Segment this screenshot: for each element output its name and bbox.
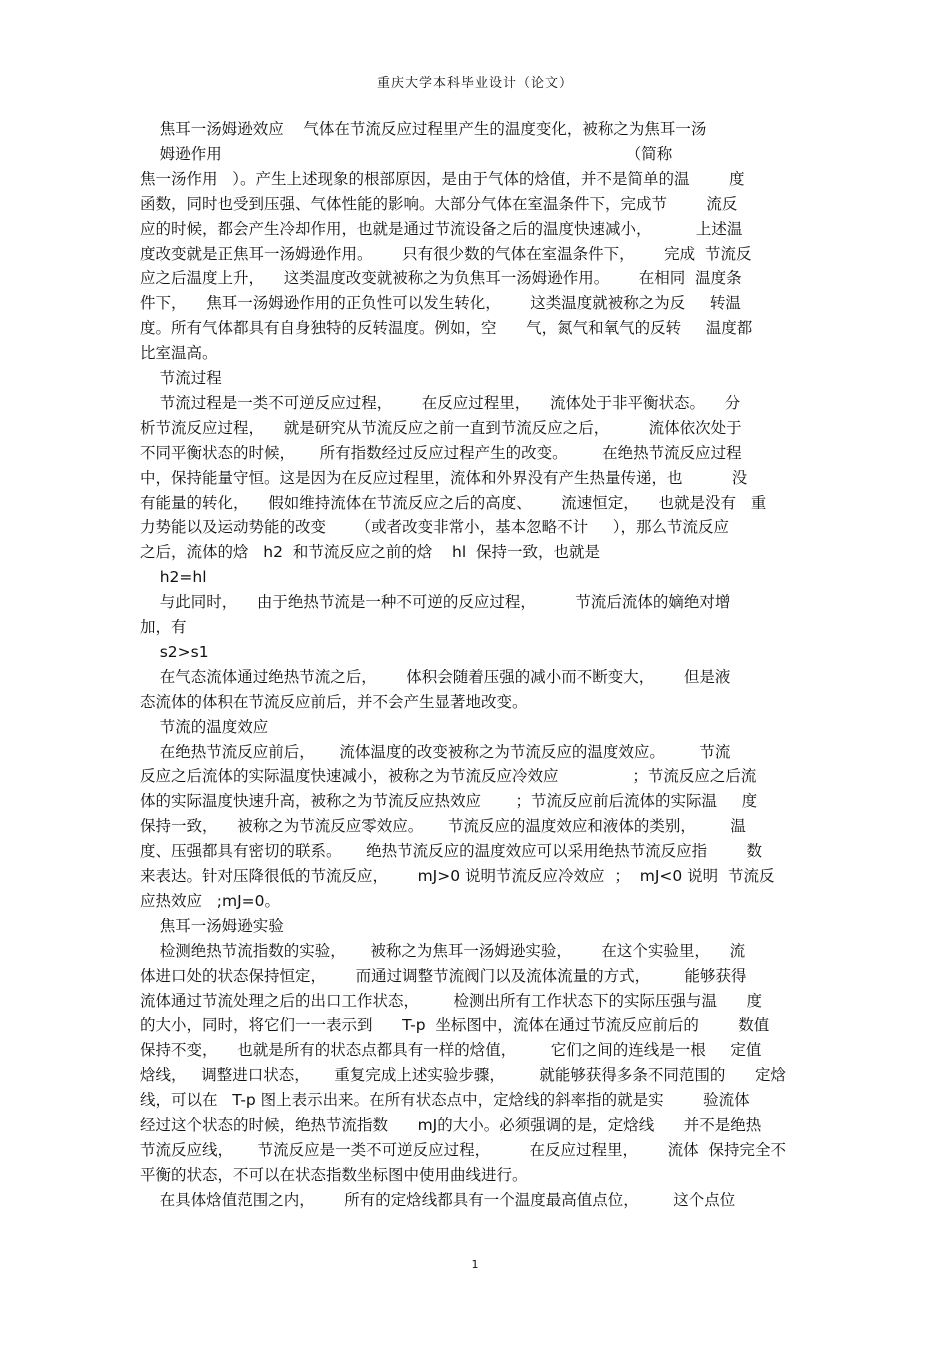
text-line: 经过这个状态的时候，绝热节流指数 mJ的大小。必须强调的是，定焓线 并不是绝热 bbox=[140, 1116, 762, 1134]
text-line: 度。所有气体都具有自身独特的反转温度。例如，空 气，氮气和氧气的反转 温度都 bbox=[140, 319, 753, 338]
text-line: 焦耳一汤姆逊效应 气体在节流反应过程里产生的温度变化，被称之为焦耳一汤 bbox=[140, 120, 707, 138]
page-number: 1 bbox=[471, 1258, 479, 1271]
text-line: 有能量的转化， 假如维持流体在节流反应之后的高度、 流速恒定， 也就是没有 重 bbox=[140, 493, 767, 512]
text-line: h2=hl bbox=[140, 568, 207, 587]
text-line: 与此同时， 由于绝热节流是一种不可逆的反应过程， 节流后流体的嫡绝对增 bbox=[140, 593, 731, 612]
text-line: 节流的温度效应 bbox=[140, 717, 269, 736]
text-line: 的大小，同时，将它们一一表示到 T-p 坐标图中，流体在通过节流反应前后的 数值 bbox=[140, 1016, 770, 1035]
text-line: 在气态流体通过绝热节流之后， 体积会随着压强的减小而不断变大， 但是液 bbox=[140, 667, 731, 686]
text-line: 中，保持能量守恒。这是因为在反应过程里，流体和外界没有产生热量传递，也 没 bbox=[140, 468, 748, 487]
text-line: 焓线， 调整进口状态， 重复完成上述实验步骤， 就能够获得多条不同范围的 定焓 bbox=[140, 1066, 786, 1085]
text-line: 来表达。针对压降很低的节流反应， mJ>0 说明节流反应冷效应 ； mJ<0 说明 节流反 bbox=[140, 867, 775, 885]
text-line: 检测绝热节流指数的实验， 被称之为焦耳一汤姆逊实验， 在这个实验里， 流 bbox=[140, 941, 746, 960]
text-line: 流体通过节流处理之后的出口工作状态， 检测出所有工作状态下的实际压强与温 度 bbox=[140, 991, 763, 1010]
text-line: 在具体焓值范围之内， 所有的定焓线都具有一个温度最高值点位， 这个点位 bbox=[140, 1190, 736, 1209]
text-line: 度、压强都具有密切的联系。 绝热节流反应的温度效应可以采用绝热节流反应指 数 bbox=[140, 842, 763, 861]
text-line: 加，有 bbox=[140, 618, 187, 636]
text-line: 比室温高。 bbox=[140, 344, 218, 363]
text-line: 在绝热节流反应前后， 流体温度的改变被称之为节流反应的温度效应。 节流 bbox=[140, 742, 731, 761]
text-line: 节流过程 bbox=[140, 369, 222, 387]
text-line: 焦耳一汤姆逊实验 bbox=[140, 916, 284, 935]
text-line: 析节流反应过程， 就是研究从节流反应之前一直到节流反应之后， 流体依次处于 bbox=[140, 418, 742, 437]
text-line: 节流反应线， 节流反应是一类不可逆反应过程， 在反应过程里， 流体 保持完全不 bbox=[140, 1140, 786, 1159]
text-line: 反应之后流体的实际温度快速减小，被称之为节流反应冷效应 ；节流反应之后流 bbox=[140, 767, 757, 786]
text-line: 体的实际温度快速升高，被称之为节流反应热效应 ；节流反应前后流体的实际温 度 bbox=[140, 792, 758, 811]
text-line: 度改变就是正焦耳一汤姆逊作用。 只有很少数的气体在室温条件下， 完成 节流反 bbox=[140, 244, 752, 263]
text-line: 应热效应 ;mJ=0。 bbox=[140, 891, 281, 910]
text-line: 件下， 焦耳一汤姆逊作用的正负性可以发生转化， 这类温度就被称之为反 转温 bbox=[140, 294, 741, 313]
text-line: 线，可以在 T-p 图上表示出来。在所有状态点中，定焓线的斜率指的就是实 验流体 bbox=[140, 1091, 750, 1110]
text-line: s2>s1 bbox=[140, 642, 209, 661]
text-line: 体进口处的状态保持恒定， 而通过调整节流阀门以及流体流量的方式， 能够获得 bbox=[140, 966, 747, 985]
text-line: 态流体的体积在节流反应前后，并不会产生显著地改变。 bbox=[140, 692, 528, 711]
text-line: 平衡的状态，不可以在状态指数坐标图中使用曲线进行。 bbox=[140, 1165, 528, 1184]
page-header: 重庆大学本科毕业设计（论文） bbox=[376, 76, 573, 91]
text-line: 焦一汤作用 ）。产生上述现象的根部原因，是由于气体的焓值，并不是简单的温 度 bbox=[140, 169, 745, 188]
text-line: 保持不变， 也就是所有的状态点都具有一样的焓值， 它们之间的连线是一根 定值 bbox=[140, 1041, 762, 1060]
text-line: 不同平衡状态的时候， 所有指数经过反应过程产生的改变。 在绝热节流反应过程 bbox=[140, 443, 742, 462]
text-line: 函数，同时也受到压强、气体性能的影响。大部分气体在室温条件下，完成节 流反 bbox=[140, 194, 738, 213]
text-line: 之后，流体的焓 h2 和节流反应之前的焓 hl 保持一致，也就是 bbox=[140, 543, 601, 562]
text-line: 力势能以及运动势能的改变 （或者改变非常小，基本忽略不计 ），那么节流反应 bbox=[140, 518, 729, 537]
text-line: 保持一致， 被称之为节流反应零效应。 节流反应的温度效应和液体的类别， 温 bbox=[140, 817, 746, 836]
text-line: 节流过程是一类不可逆反应过程， 在反应过程里， 流体处于非平衡状态。 分 bbox=[140, 393, 741, 412]
text-line: 应的时候，都会产生冷却作用，也就是通过节流设备之后的温度快速减小， 上述温 bbox=[140, 219, 743, 238]
text-line: 姆逊作用 （简称 bbox=[140, 144, 673, 163]
text-line: 应之后温度上升， 这类温度改变就被称之为负焦耳一汤姆逊作用。 在相同 温度条 bbox=[140, 269, 742, 288]
